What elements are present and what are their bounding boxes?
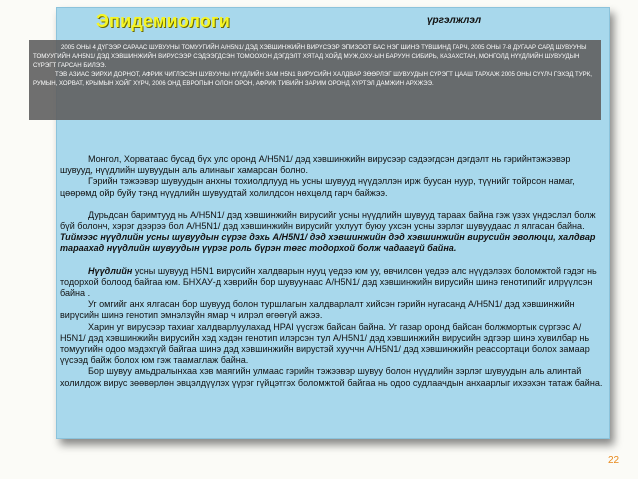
body-paragraph: Монгол, Хорватаас бусад бүх улс оронд А/Н5N1/ дэд хэвшинжийн вирусээр сэдээгдсэн дэгдэлт нь гэрийнтэжээвэр шувууд, нүүдлийн шувуудын аль алинаыг хамарсан болно.	[60, 154, 571, 176]
body-text-emphasis: Нүүдлийн	[88, 265, 133, 276]
overlay-paragraph: ТЭВ АЗИАС ЭИРХИ ДОРНОТ, АФРИК ЧИГЛЭСЭН ШУВУУНЫ НҮҮДЛИЙН ЗАМ Н5N1 ВИРУСИЙН ХАЛДВАР ЗӨӨРЛЭГ ШУВУУДЫН СҮРЭГТ ЦААШ ТАРХАЖ 2005 ОНЫ СҮҮЛЧ ГЭХЭД ТУРК, РУМЫН, ХОРВАТ, КРЫМЫН ХОЙГ ХҮРЧ, 2006 ОНД ЕВРОПЫН ОЛОН ОРОН, АФРИК ТИВИЙН ЗАРИМ ОРОНД ХҮРТЭЛ ДАМЖИН АРХЖЭЭ.	[33, 71, 592, 87]
body-paragraph: Харин уг вирусээр тахиаг халдварлуулахад НРАI үүсгэж байсан байна. Уг газар оронд байсан болжмортык сүргээс А/Н5N1/ дэд хэвшинжийн вирусийн хэд хэдэн генотип илэрсэн тул А/Н5N1/ дэд хэвшинжийн вирусийн эдгээр шинэ хувилбар нь томуугийн одоо мэдэхгүй байгаа шинэ дэд хэвшинжийн вирустэй хууччн А/Н5N1/ дэд хэвшинжийн реассортаци болох замаар үүсээд байж болох юм гэж таамаглаж байна.	[60, 321, 590, 366]
body-paragraph: Гэрийн тэжээвэр шувуудын анхны тохиолдлууд нь усны шувууд нүүдэллэн ирж буусан нуур, түүнийг тойрсон намаг, цөөрөмд ойр буйу тэнд нүүдлийн шувуудтай холилдсон нөхцөлд гарч байжээ.	[60, 176, 575, 198]
body-paragraph: Уг омгийг анх ялгасан бор шувууд болон туршлагын халдварлалт хийсэн гэрийн нугасанд А/Н5N1/ дэд хэвшинжийн вирүсийн шинэ генотип эмнэлзүйн ямар ч илрэл өгөөгүй ажээ.	[60, 299, 575, 321]
body-paragraph	[60, 210, 605, 255]
slide-title: Эпидемиологи	[96, 11, 231, 31]
body-paragraph	[60, 266, 605, 300]
body-text-normal: усны шувууд Н5N1 вирүсийн халдварын нууц үедээ юм уу, өвчилсөн үедээ алс нүүдэлээх боломжтой гэдэг нь тодорхой болоод байгаа юм. БНХАУ-д хэврийн бор шувуунаас А/Н5N1/ дэд хэвшинжийн вирусийн шинэ генотипийг илрүүлсэн байна .	[60, 265, 597, 299]
slide-subtitle: үргэлжлэл	[427, 15, 482, 26]
body-text-emphasis: Тиймээс нүүдлийн усны шувуудын сүрэг дэхь А/Н5N1/ дэд хэвшинжийн дэд хэвшинжийн вирусийн эволюци, халдвар тараахад нүүдлийн шувуудын үүрэг роль бүрэн төгс тодорхой болж чадаагүй байна.	[60, 232, 596, 254]
body-paragraph: Бор шувуу амьдралынхаа хэв маягийн улмаас гэрийн тэжээвэр шувуу болон нүүдлийн зэрлэг шувуудын аль алинтай холилдож вирус зөөвөрлөн эвцэлдүүлэх үүрэг гүйцэтгэх боломжтой байгаа нь одоо судлаачдын анхаарлыг ихээхэн татаж байна.	[60, 366, 603, 388]
overlay-paragraph: 2005 ОНЫ 4 ДҮГЭЭР САРААС ШУВУУНЫ ТОМУУГИЙН А/Н5N1/ ДЭД ХЭВШИНЖИЙН ВИРҮСЭЭР ЭПИЗООТ БАС НЭГ ШИНЭ ТҮВШИНД ГАРЧ, 2005 ОНЫ 7-8 ДУГААР САРД ШУВУУНЫ ТОМУУГИЙН А/Н5N1/ ДЭД ХЭВШИНЖИЙН ВИРУСЭЭР СЭДЭЭГДСЭН ТОМООХОН ДЭГДЭЛТ ХЯТАД ХОЙД МУЖ,ОХУ-ЫН БАРУУН СИБИРЬ, КАЗАХСТАН, МОНГОЛД НҮҮДЛИЙН ШУВУУДЫН СҮРЭГТ ГАРСАН БИЛЭЭ.	[33, 44, 587, 69]
page-number: 22	[608, 455, 620, 466]
body-text-normal: Дурьдсан баримтууд нь А/Н5N1/ дэд хэвшинжийн вирусийг усны нүүдлийн шувууд тараах байна гэж үзэх үндэслэл болж бүй болонч, хэрэг дээрээ бол А/Н5N1/ дэд хэвшинжийн вирусийг ухлуут буюу ухсэн усны зэрлэг шувуудаас л ялгасан байна.	[60, 209, 596, 232]
overlay-box	[29, 40, 601, 120]
body-text	[60, 154, 605, 389]
